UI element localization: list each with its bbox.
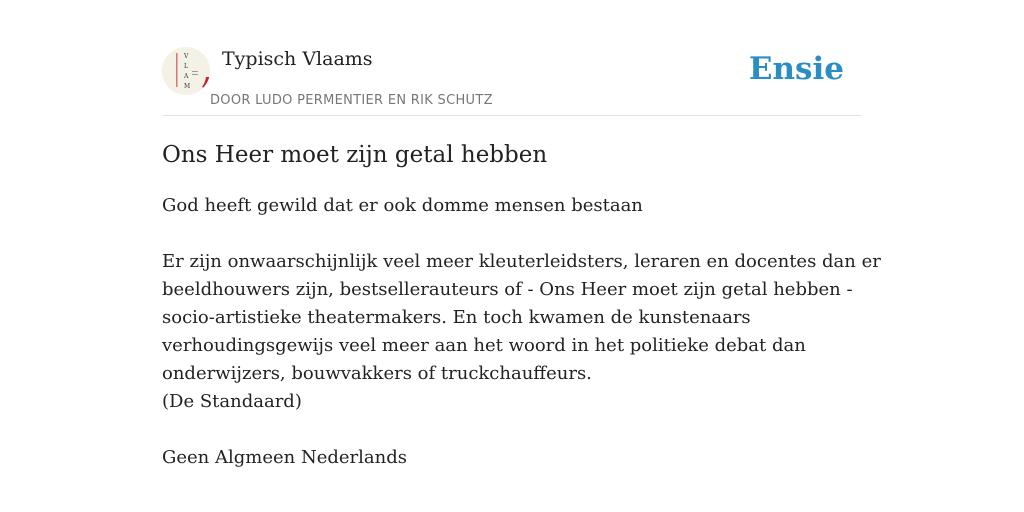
quote-source: (De Standaard) <box>162 391 302 412</box>
typisch-vlaams-logo-icon[interactable] <box>162 47 210 95</box>
authors-byline: DOOR LUDO PERMENTIER EN RIK SCHUTZ <box>210 93 493 108</box>
entry-card <box>162 40 881 472</box>
svg-text:M: M <box>184 83 191 90</box>
entry-body <box>162 192 881 472</box>
svg-text:L: L <box>184 63 188 70</box>
blog-title-link[interactable]: Typisch Vlaams <box>222 48 373 70</box>
quote-line: Er zijn onwaarschijnlijk veel meer kleuterleidsters, leraren en docentes dan er <box>162 251 881 272</box>
entry-subtitle: God heeft gewild dat er ook domme mensen bestaan <box>162 195 643 216</box>
paragraph-gap <box>162 220 862 248</box>
header <box>162 40 862 116</box>
quote-line: verhoudingsgewijs veel meer aan het woord in het politieke debat dan <box>162 335 806 356</box>
quote-line: socio-artistieke theatermakers. En toch kwamen de kunstenaars <box>162 307 751 328</box>
quote-line: onderwijzers, bouwvakkers of truckchauffeurs. <box>162 363 592 384</box>
paragraph-gap <box>162 416 862 444</box>
svg-text:A: A <box>184 73 189 80</box>
quote-line: beeldhouwers zijn, bestsellerauteurs of - Ons Heer moet zijn getal hebben - <box>162 279 853 300</box>
entry-title: Ons Heer moet zijn getal hebben <box>162 142 548 168</box>
svg-text:V: V <box>184 53 189 60</box>
ensie-logo[interactable]: Ensie <box>748 51 844 87</box>
entry-note: Geen Algmeen Nederlands <box>162 447 407 468</box>
